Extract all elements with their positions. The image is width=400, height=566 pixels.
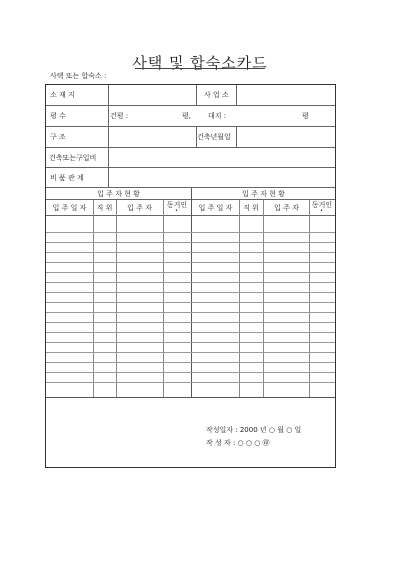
col-resident-right: 입 주 자 — [274, 204, 299, 212]
cost-field[interactable] — [109, 148, 335, 167]
col-resident-left: 입 주 자 — [127, 204, 152, 212]
pyeong-unit-2: 평 — [302, 112, 309, 120]
equipment-field[interactable] — [109, 168, 335, 187]
structure-row — [46, 127, 335, 148]
col-marker-left: • — [175, 208, 178, 214]
location-label: 소 재 지 — [50, 91, 75, 99]
build-date-label: 건축년월일 — [197, 133, 231, 141]
business-field[interactable] — [237, 85, 335, 105]
written-date: 작성일자 : 2000 년 ○ 월 ○ 일 — [206, 426, 302, 434]
area-row — [46, 106, 335, 127]
col-move-in-date-right: 입 주 일 자 — [198, 204, 233, 212]
written-by: 작 성 자 : ○ ○ ○ ㊞ — [206, 439, 270, 447]
col-position-left: 직 위 — [96, 204, 113, 212]
pyeong-unit-1: 평, — [182, 112, 191, 120]
location-field[interactable] — [109, 85, 197, 105]
card-form — [45, 84, 336, 468]
building-area-label: 건평 : — [110, 112, 129, 120]
business-label: 사 업 소 — [204, 91, 229, 99]
title-underline — [135, 68, 265, 69]
residents-title-left: 입 주 자 현 황 — [97, 190, 140, 198]
residents-title-right: 입 주 자 현 황 — [242, 190, 285, 198]
build-date-field[interactable] — [237, 127, 335, 147]
structure-label: 구 조 — [50, 133, 66, 141]
col-marker-right: • — [320, 208, 323, 214]
place-label: 사택 또는 합숙소 : — [50, 72, 107, 80]
structure-field[interactable] — [109, 127, 197, 147]
land-area-label: 대지 : — [208, 112, 227, 120]
area-label: 평 수 — [50, 112, 66, 120]
col-move-in-date-left: 입 주 일 자 — [52, 204, 87, 212]
document-title: 사택 및 합숙소카드 — [132, 54, 268, 72]
cost-label: 건축또는구입비 — [49, 153, 97, 162]
location-row — [46, 85, 335, 106]
col-cohabitant-left: 동거인 — [166, 201, 188, 209]
cost-row — [46, 148, 335, 168]
residents-grid[interactable] — [46, 190, 335, 398]
col-cohabitant-right: 동거인 — [311, 201, 333, 209]
col-position-right: 직 위 — [243, 204, 259, 212]
equipment-row — [46, 168, 335, 188]
equipment-label: 비 품 관 계 — [50, 173, 84, 182]
